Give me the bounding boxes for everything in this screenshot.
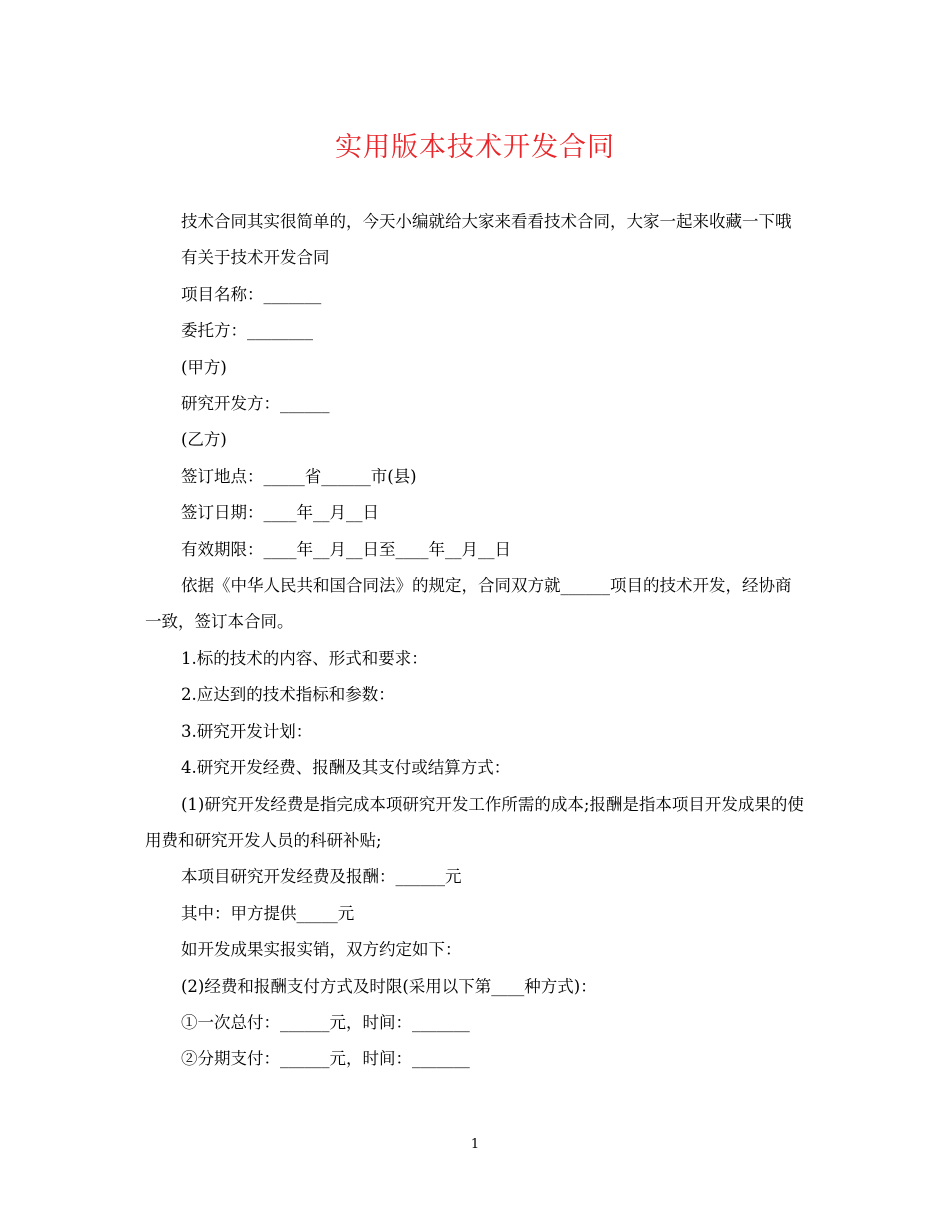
field-project-name: 项目名称：_______ (181, 284, 322, 304)
clause-4-2: (2)经费和报酬支付方式及时限(采用以下第____种方式)： (181, 976, 597, 996)
party-a-label: (甲方) (181, 357, 227, 377)
page-number: 1 (470, 1137, 480, 1152)
field-party-a-share: 其中：甲方提供_____元 (181, 903, 355, 923)
paragraph-heading: 有关于技术开发合同 (181, 248, 330, 268)
clause-3: 3.研究开发计划： (181, 721, 313, 741)
payment-option-1: ①一次总付：______元，时间：_______ (181, 1012, 470, 1032)
field-client: 委托方：________ (181, 321, 313, 341)
field-signing-place: 签订地点：_____省______市(县) (181, 466, 417, 486)
document-body (145, 204, 805, 1078)
field-signing-date: 签订日期：____年__月__日 (181, 503, 379, 523)
paragraph-legal-basis: 依据《中华人民共和国合同法》的规定，合同双方就______项目的技术开发，经协商一致，签订本合同。 (145, 576, 792, 632)
field-total-fee: 本项目研究开发经费及报酬：______元 (181, 867, 462, 887)
paragraph-reimbursement: 如开发成果实报实销，双方约定如下： (181, 940, 462, 960)
clause-4: 4.研究开发经费、报酬及其支付或结算方式： (181, 758, 511, 778)
clause-1: 1.标的技术的内容、形式和要求： (181, 648, 428, 668)
clause-2: 2.应达到的技术指标和参数： (181, 685, 395, 705)
field-developer: 研究开发方：______ (181, 394, 330, 414)
paragraph-intro: 技术合同其实很简单的，今天小编就给大家来看看技术合同，大家一起来收藏一下哦 (181, 212, 792, 231)
document-title: 实用版本技术开发合同 (335, 132, 615, 163)
payment-option-2: ②分期支付：______元，时间：_______ (181, 1049, 470, 1069)
party-b-label: (乙方) (181, 430, 227, 450)
field-validity-period: 有效期限：____年__月__日至____年__月__日 (181, 539, 511, 559)
clause-4-1: (1)研究开发经费是指完成本项研究开发工作所需的成本;报酬是指本项目开发成果的使用费和研究开发人员的科研补贴; (145, 794, 804, 850)
